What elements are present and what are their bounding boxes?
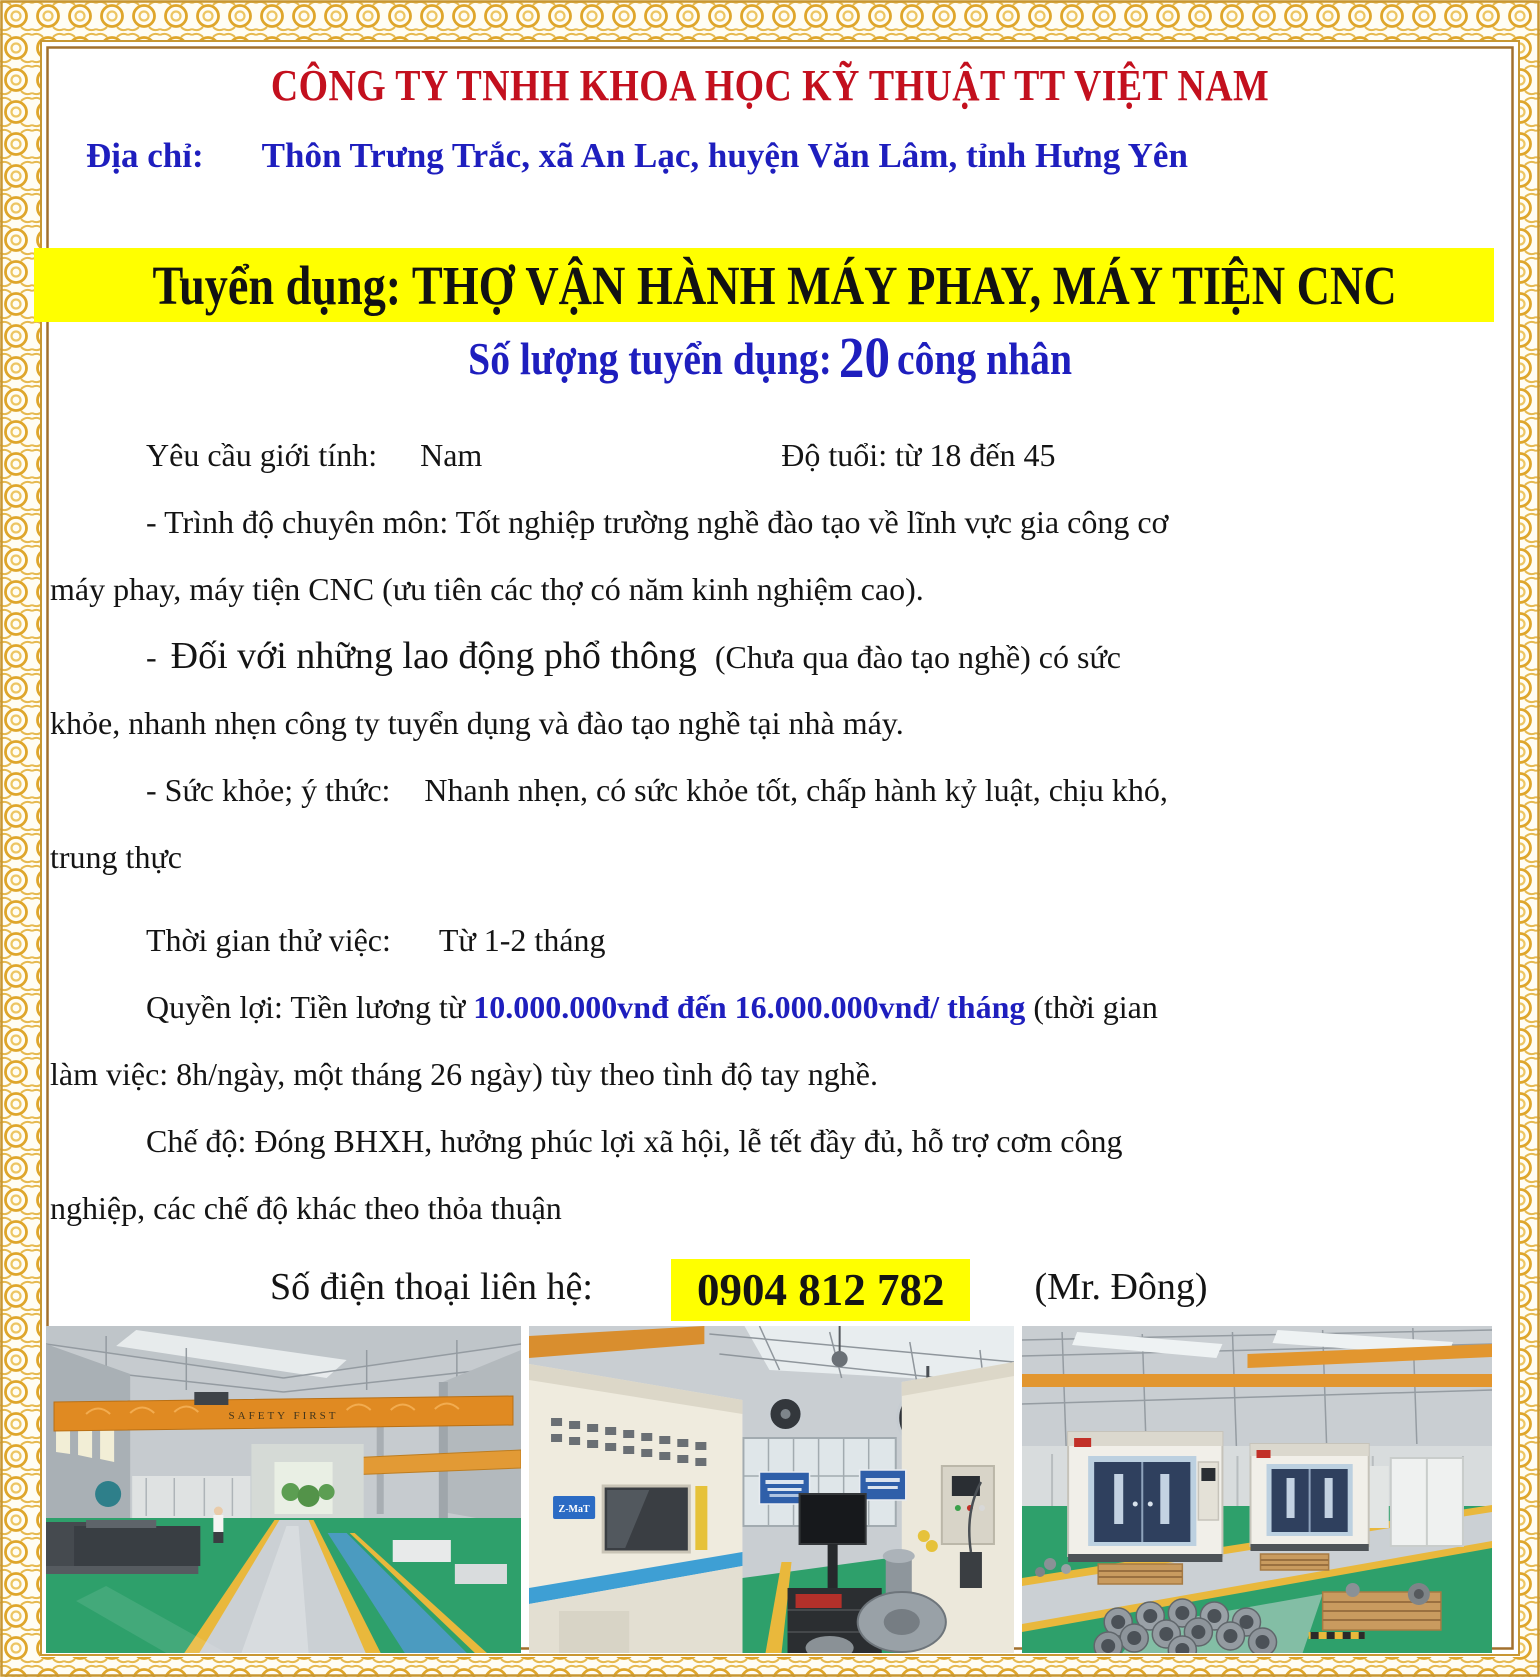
company-name: CÔNG TY TNHH KHOA HỌC KỸ THUẬT TT VIỆT NAM — [270, 61, 1270, 110]
machine-brand-text: Z-MaT — [558, 1504, 590, 1515]
gender-label: Yêu cầu giới tính: — [146, 437, 378, 473]
welfare-line-1: Chế độ: Đóng BHXH, hưởng phúc lợi xã hội, lễ tết đầy đủ, hỗ trợ cơm công — [146, 1123, 1123, 1159]
address-label: Địa chỉ: — [86, 136, 204, 175]
contact-person: (Mr. Đông) — [1034, 1266, 1208, 1308]
benefits-line-2: làm việc: 8h/ngày, một tháng 26 ngày) tùy theo tình độ tay nghề. — [50, 1056, 878, 1092]
health-label: - Sức khỏe; ý thức: — [146, 772, 391, 808]
general-labor-highlight: Đối với những lao động phổ thông — [170, 635, 697, 677]
welfare-line-2: nghiệp, các chế độ khác theo thỏa thuận — [50, 1190, 562, 1226]
factory-photo-machining-centers — [1022, 1326, 1492, 1653]
recruitment-banner — [34, 248, 1494, 322]
qualification-line-1: - Trình độ chuyên môn: Tốt nghiệp trường nghề đào tạo về lĩnh vực gia công cơ — [146, 504, 1169, 540]
probation-value: Từ 1-2 tháng — [438, 922, 606, 958]
banner-label: Tuyển dụng: — [152, 255, 402, 316]
health-line-2: trung thực — [50, 839, 182, 875]
general-labor-rest: (Chưa qua đào tạo nghề) có sức — [714, 639, 1121, 675]
factory-hall-illustration — [46, 1326, 521, 1653]
crane-safety-text: SAFETY FIRST — [228, 1410, 339, 1422]
health-line-1 — [50, 757, 1496, 824]
age-requirement: Độ tuổi: từ 18 đến 45 — [781, 437, 1056, 473]
job-details — [50, 422, 1496, 1242]
health-value: Nhanh nhẹn, có sức khỏe tốt, chấp hành kỷ luật, chịu khó, — [424, 772, 1168, 808]
gender-value: Nam — [420, 437, 483, 473]
machining-centers-illustration — [1022, 1326, 1492, 1653]
benefits-line-1 — [50, 974, 1496, 1041]
factory-photos — [46, 1326, 1492, 1653]
probation-line — [50, 907, 1496, 974]
cnc-closeup-illustration — [529, 1326, 1014, 1653]
phone-number: 0904 812 782 — [671, 1259, 971, 1321]
dash: - — [146, 639, 157, 675]
quantity-unit: công nhân — [896, 334, 1072, 384]
probation-label: Thời gian thử việc: — [146, 922, 391, 958]
benefits-suffix: (thời gian — [1033, 989, 1158, 1025]
banner-text — [152, 248, 1396, 324]
quantity-number: 20 — [838, 325, 890, 390]
general-labor-line-1 — [50, 623, 1496, 690]
phone-label: Số điện thoại liên hệ: — [270, 1266, 593, 1308]
banner-title: THỢ VẬN HÀNH MÁY PHAY, MÁY TIỆN CNC — [411, 255, 1397, 316]
gender-age-line — [50, 422, 1496, 489]
salary-range: 10.000.000vnđ đến 16.000.000vnđ/ tháng — [473, 989, 1026, 1025]
general-labor-line-2: khỏe, nhanh nhẹn công ty tuyển dụng và đào tạo nghề tại nhà máy. — [50, 705, 904, 741]
contact-line — [50, 1254, 1496, 1321]
qualification-line-2: máy phay, máy tiện CNC (ưu tiên các thợ có năm kinh nghiệm cao). — [50, 571, 924, 607]
benefits-prefix: Quyền lợi: Tiền lương từ — [146, 989, 466, 1025]
address-value: Thôn Trưng Trắc, xã An Lạc, huyện Văn Lâm, tỉnh Hưng Yên — [261, 136, 1188, 175]
quantity-line — [46, 325, 1494, 390]
factory-photo-cnc-closeup — [529, 1326, 1014, 1653]
quantity-label: Số lượng tuyển dụng: — [468, 334, 832, 384]
factory-photo-hall — [46, 1326, 521, 1653]
company-address — [46, 136, 1494, 176]
